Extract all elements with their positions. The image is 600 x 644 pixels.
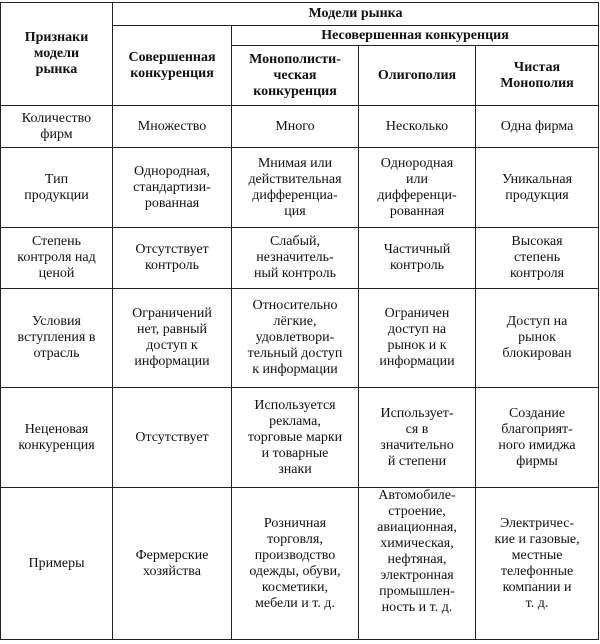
- monopolistic-competition-header: Монополисти- ческая конкуренция: [232, 46, 359, 106]
- oligopoly-header: Олигополия: [359, 46, 476, 106]
- table-cell: Мнимая или действительная дифференциа- ция: [232, 148, 359, 228]
- table-row: [1, 228, 599, 289]
- header-row-1: [1, 3, 599, 26]
- table-cell: Розничная торговля, производство одежды, обуви, косметики, мебели и т. д.: [232, 488, 359, 640]
- table-cell: Однородная, стандартизи- рованная: [113, 148, 232, 228]
- row-label: Степень контроля над ценой: [1, 228, 113, 289]
- table-cell: Частичный контроль: [359, 228, 476, 289]
- table-cell: Используется реклама, торговые марки и товарные знаки: [232, 388, 359, 488]
- table-cell: Ограничен доступ на рынок и к информации: [359, 289, 476, 388]
- table-cell: Высокая степень контроля: [476, 228, 599, 289]
- table-cell: Автомобиле- строение, авиационная, химическая, нефтяная, электронная промышлен- ность и т. д.: [359, 488, 476, 640]
- table-cell: Отсутствует: [113, 388, 232, 488]
- row-label: Неценовая конкуренция: [1, 388, 113, 488]
- table-cell: Множество: [113, 106, 232, 148]
- table-row: [1, 388, 599, 488]
- pure-monopoly-header: Чистая Монополия: [476, 46, 599, 106]
- table-cell: Использует- ся в значительно й степени: [359, 388, 476, 488]
- table-cell: Доступ на рынок блокирован: [476, 289, 599, 388]
- table-cell: Одна фирма: [476, 106, 599, 148]
- table-row: [1, 289, 599, 388]
- row-label: Тип продукции: [1, 148, 113, 228]
- table-cell: Уникальная продукция: [476, 148, 599, 228]
- market-models-header: Модели рынка: [113, 3, 599, 26]
- table-row: [1, 148, 599, 228]
- imperfect-competition-header: Несовершенная конкуренция: [232, 26, 599, 46]
- market-models-table: [0, 2, 599, 640]
- perfect-competition-header: Совершенная конкуренция: [113, 26, 232, 106]
- table-cell: Отсутствует контроль: [113, 228, 232, 289]
- table-cell: Много: [232, 106, 359, 148]
- row-label-header: Признаки модели рынка: [1, 3, 113, 106]
- row-label: Количество фирм: [1, 106, 113, 148]
- table-cell: Электричес- кие и газовые, местные телефонные компании и т. д.: [476, 488, 599, 640]
- table-cell: Однородная или дифференци- рованная: [359, 148, 476, 228]
- row-label: Примеры: [1, 488, 113, 640]
- table-cell: Создание благоприят- ного имиджа фирмы: [476, 388, 599, 488]
- table-cell: Слабый, незначитель- ный контроль: [232, 228, 359, 289]
- table-cell: Ограничений нет, равный доступ к информации: [113, 289, 232, 388]
- table-cell: Относительно лёгкие, удовлетвори- тельный доступ к информации: [232, 289, 359, 388]
- table-cell: Несколько: [359, 106, 476, 148]
- table-row: [1, 106, 599, 148]
- table-cell: Фермерские хозяйства: [113, 488, 232, 640]
- row-label: Условия вступления в отрасль: [1, 289, 113, 388]
- table-row: [1, 488, 599, 640]
